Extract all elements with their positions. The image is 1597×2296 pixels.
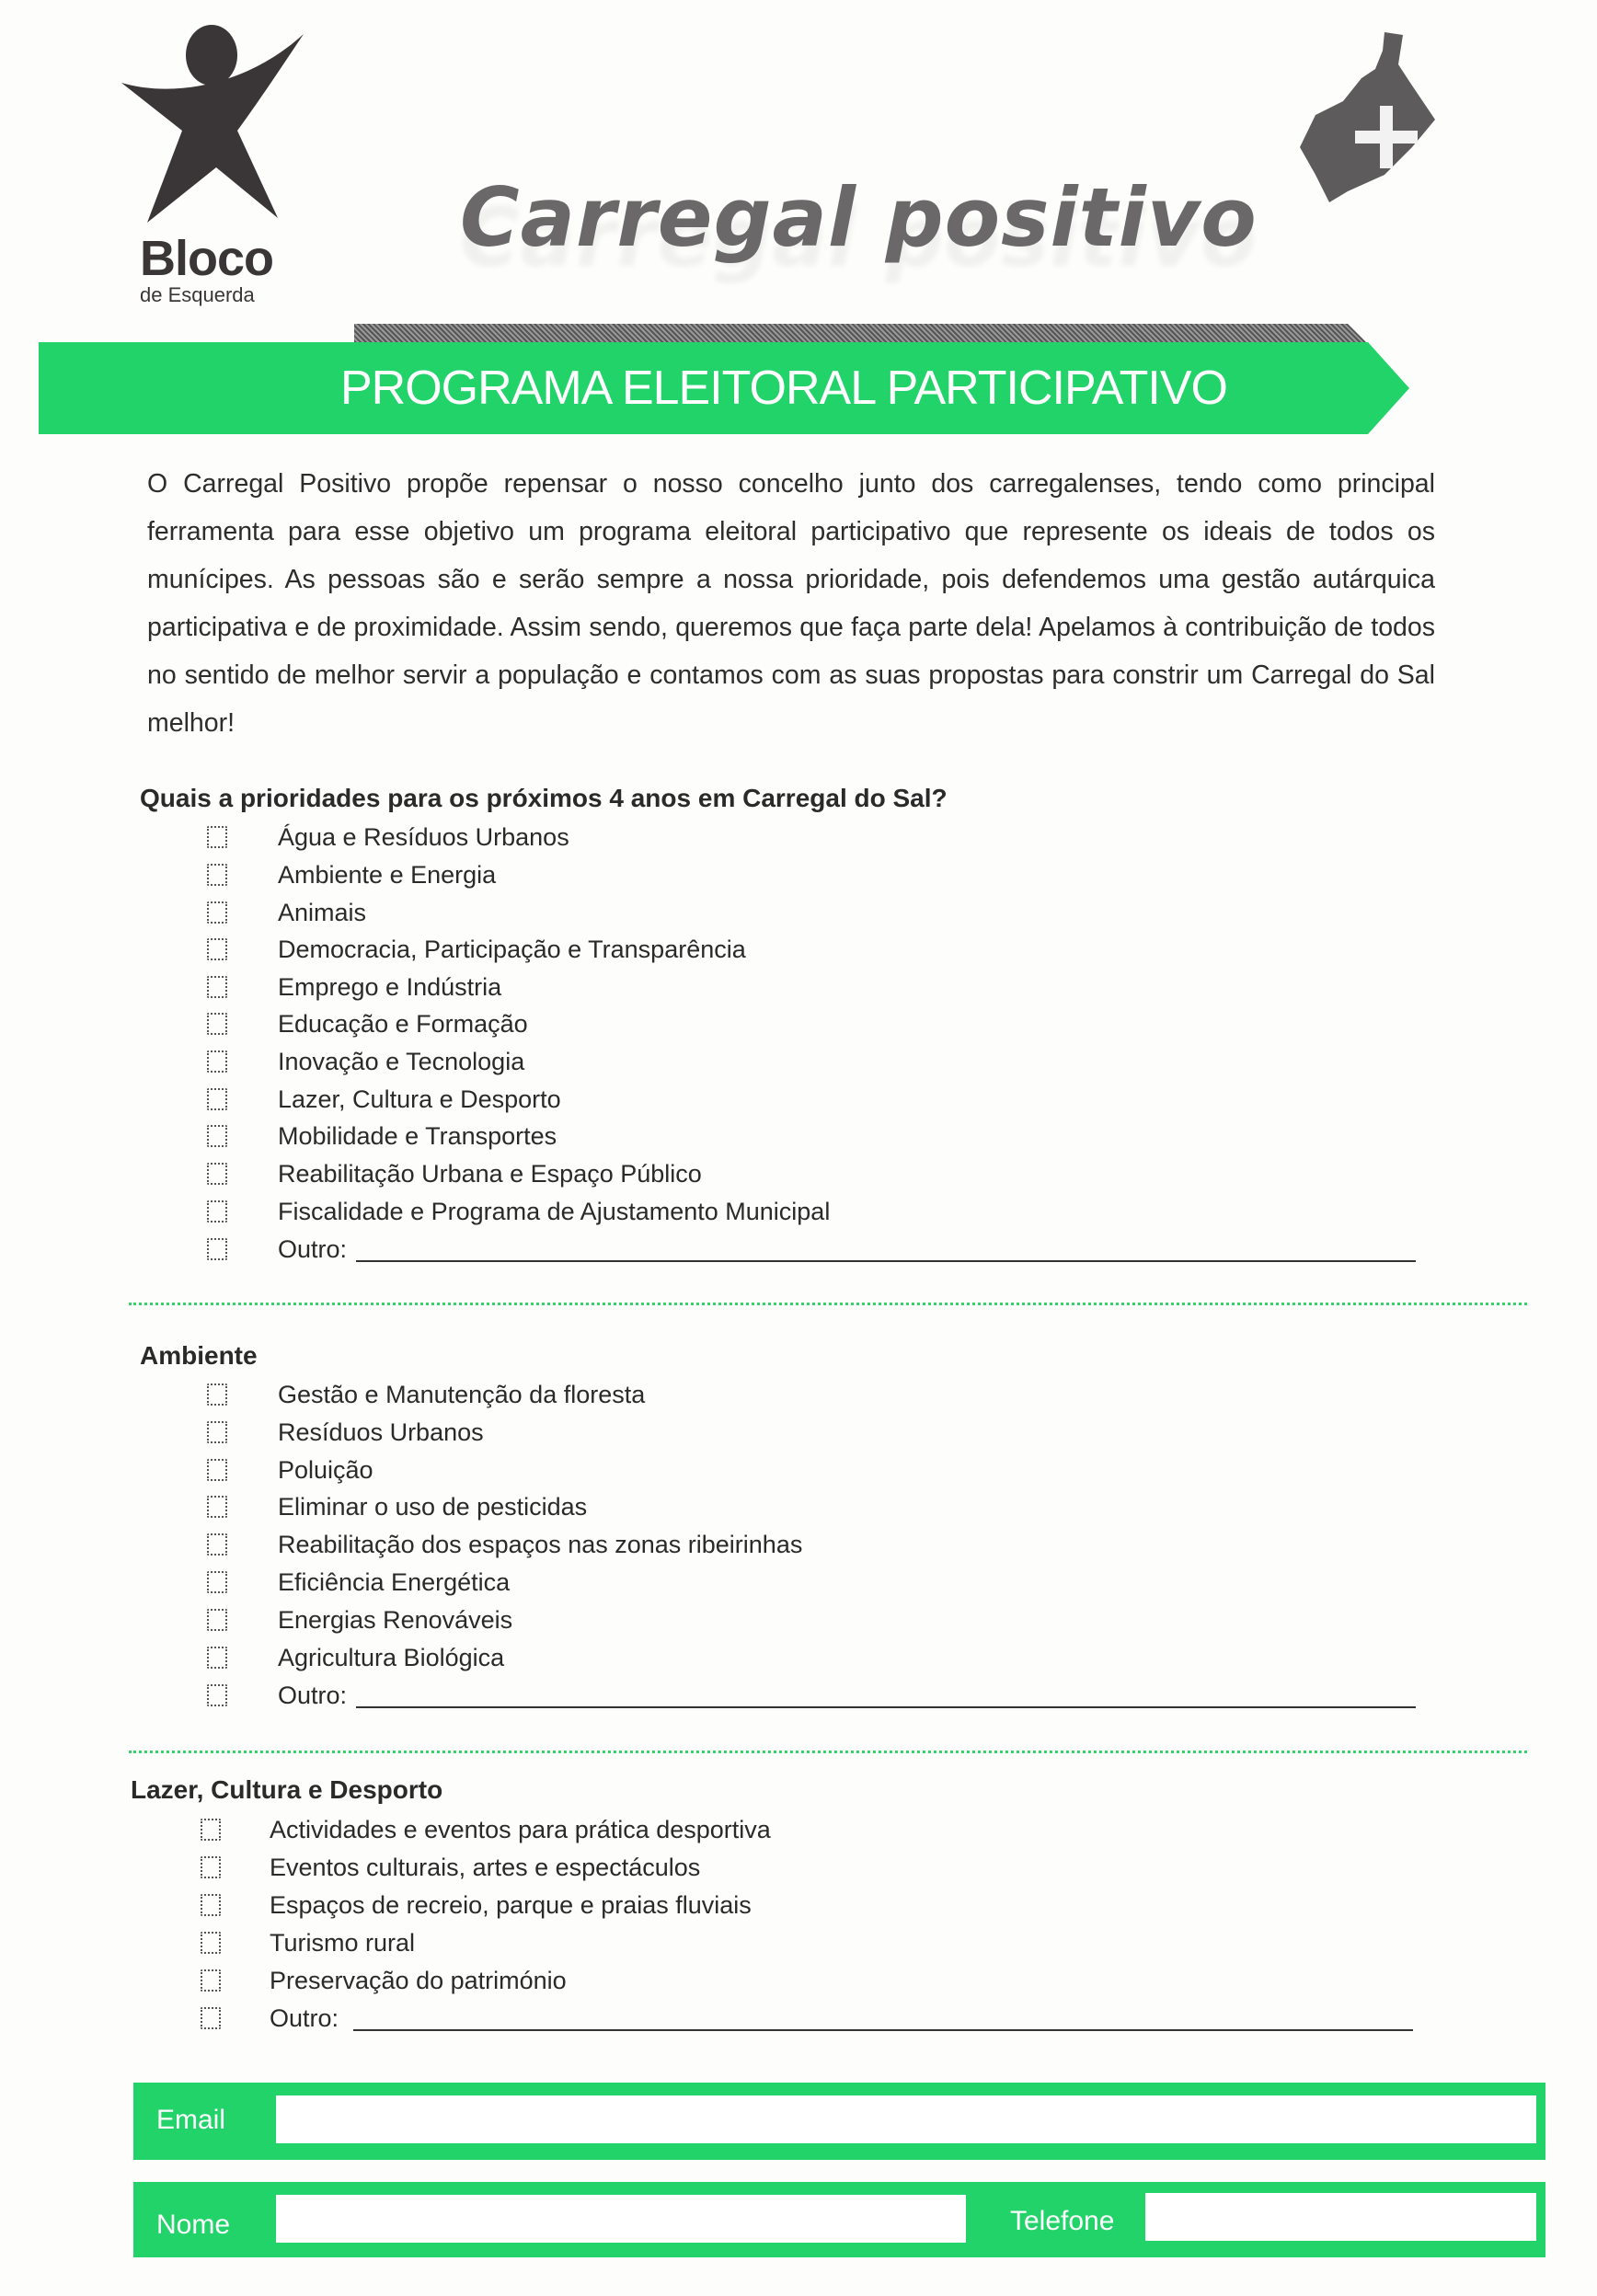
option-label: Mobilidade e Transportes — [278, 1121, 557, 1150]
other-text-field[interactable] — [353, 2005, 1413, 2031]
option-label: Espaços de recreio, parque e praias fluviais — [270, 1890, 752, 1919]
option-label: Eventos culturais, artes e espectáculos — [270, 1853, 701, 1881]
name-input[interactable] — [276, 2195, 966, 2243]
campaign-title: Carregal positivo — [460, 170, 1258, 265]
checkbox[interactable] — [207, 901, 227, 924]
checkbox[interactable] — [207, 1013, 227, 1035]
option-label: Lazer, Cultura e Desporto — [278, 1085, 561, 1113]
option-label: Agricultura Biológica — [278, 1643, 505, 1671]
option-democracia[interactable] — [207, 931, 746, 968]
option-emprego[interactable] — [207, 969, 501, 1005]
option-ribeirinhas[interactable] — [207, 1526, 802, 1563]
option-floresta[interactable] — [207, 1376, 645, 1413]
checkbox[interactable] — [201, 1819, 221, 1841]
logo-wordmark: Bloco — [140, 231, 274, 286]
section-heading-lazer: Lazer, Cultura e Desporto — [131, 1775, 443, 1804]
option-label: Educação e Formação — [278, 1009, 528, 1038]
checkbox[interactable] — [207, 1238, 227, 1260]
checkbox[interactable] — [207, 938, 227, 960]
banner-title: PROGRAMA ELEITORAL PARTICIPATIVO — [340, 362, 1227, 415]
checkbox[interactable] — [207, 826, 227, 848]
option-eficiencia[interactable] — [207, 1564, 510, 1601]
option-inovacao[interactable] — [207, 1043, 524, 1080]
option-mobilidade[interactable] — [207, 1118, 557, 1154]
option-label: Actividades e eventos para prática desportiva — [270, 1815, 771, 1843]
checkbox[interactable] — [207, 1163, 227, 1185]
email-band — [133, 2083, 1545, 2160]
checkbox[interactable] — [207, 1533, 227, 1556]
option-label: Poluição — [278, 1455, 373, 1484]
option-label: Eficiência Energética — [278, 1567, 511, 1596]
option-agricultura[interactable] — [207, 1639, 504, 1676]
option-label: Reabilitação Urbana e Espaço Público — [278, 1159, 702, 1188]
option-renovaveis[interactable] — [207, 1601, 512, 1638]
option-label: Democracia, Participação e Transparência — [278, 935, 746, 963]
option-label: Animais — [278, 898, 367, 926]
phone-label: Telefone — [1010, 2206, 1115, 2236]
section-divider — [129, 1751, 1527, 1753]
star-figure-icon — [120, 11, 322, 232]
option-label: Inovação e Tecnologia — [278, 1047, 525, 1075]
checkbox[interactable] — [207, 1200, 227, 1223]
section-heading-ambiente: Ambiente — [140, 1341, 258, 1370]
option-eventos[interactable] — [201, 1849, 700, 1886]
option-poluicao[interactable] — [207, 1452, 373, 1488]
option-label: Energias Renováveis — [278, 1605, 513, 1634]
option-other[interactable] — [207, 1231, 1416, 1268]
intro-paragraph: O Carregal Positivo propõe repensar o nosso concelho junto dos carregalenses, tendo como principal ferramenta para esse objetivo um programa eleitoral participativo que represente os ideais de todos os munícipes. As pessoas são e serão sempre a nossa prioridade, pois defendemos uma gestão autárquica participativa e de proximidade. Assim sendo, queremos que faça parte dela! Apelamos à contribuição de todos no sentido de melhor servir a população e contamos com as suas propostas para constrir um Carregal do Sal melhor! — [147, 469, 1435, 738]
option-label: Preservação do património — [270, 1966, 567, 1994]
option-label: Fiscalidade e Programa de Ajustamento Municipal — [278, 1197, 831, 1225]
checkbox[interactable] — [207, 864, 227, 886]
banner-accent-bar — [354, 324, 1366, 342]
checkbox[interactable] — [207, 1609, 227, 1631]
option-residuos[interactable] — [207, 1414, 484, 1451]
section-divider — [129, 1303, 1527, 1305]
name-phone-band — [133, 2182, 1545, 2257]
option-label: Emprego e Indústria — [278, 972, 502, 1001]
option-espacos[interactable] — [201, 1887, 752, 1923]
checkbox[interactable] — [201, 2007, 221, 2029]
option-label: Resíduos Urbanos — [278, 1418, 484, 1446]
option-label: Turismo rural — [270, 1928, 416, 1957]
option-animais[interactable] — [207, 894, 366, 931]
checkbox[interactable] — [207, 1088, 227, 1110]
checkbox[interactable] — [207, 976, 227, 998]
checkbox[interactable] — [207, 1383, 227, 1406]
phone-input[interactable] — [1145, 2193, 1536, 2241]
option-label: Reabilitação dos espaços nas zonas ribeirinhas — [278, 1530, 803, 1558]
other-text-field[interactable] — [356, 1682, 1416, 1708]
checkbox[interactable] — [201, 1932, 221, 1954]
checkbox[interactable] — [207, 1421, 227, 1443]
checkbox[interactable] — [207, 1496, 227, 1518]
option-educacao[interactable] — [207, 1005, 528, 1042]
option-actividades[interactable] — [201, 1811, 771, 1848]
section-heading-priorities: Quais a prioridades para os próximos 4 anos em Carregal do Sal? — [140, 784, 948, 812]
email-input[interactable] — [276, 2095, 1536, 2143]
checkbox[interactable] — [207, 1050, 227, 1073]
option-pesticidas[interactable] — [207, 1488, 587, 1525]
email-label: Email — [156, 2105, 226, 2135]
option-agua-residuos[interactable] — [207, 819, 569, 855]
checkbox[interactable] — [201, 1894, 221, 1916]
other-label: Outro: — [278, 1234, 348, 1263]
map-plus-icon — [1274, 28, 1458, 212]
checkbox[interactable] — [207, 1684, 227, 1706]
option-label: Água e Resíduos Urbanos — [278, 822, 569, 851]
option-other[interactable] — [207, 1677, 1416, 1714]
option-lazer[interactable] — [207, 1081, 561, 1118]
option-fiscalidade[interactable] — [207, 1193, 830, 1230]
option-label: Ambiente e Energia — [278, 860, 497, 889]
option-other[interactable] — [201, 2000, 1413, 2037]
checkbox[interactable] — [201, 1969, 221, 1992]
other-label: Outro: — [278, 1681, 348, 1709]
other-text-field[interactable] — [356, 1236, 1416, 1262]
option-label: Gestão e Manutenção da floresta — [278, 1380, 646, 1408]
option-reabilitacao[interactable] — [207, 1155, 702, 1192]
option-turismo[interactable] — [201, 1924, 415, 1961]
checkbox[interactable] — [207, 1125, 227, 1147]
checkbox[interactable] — [207, 1571, 227, 1593]
bloco-de-esquerda-logo — [120, 11, 322, 305]
name-label: Nome — [156, 2210, 231, 2240]
other-label: Outro: — [270, 2003, 339, 2032]
checkbox[interactable] — [207, 1647, 227, 1669]
logo-subtitle: de Esquerda — [140, 283, 255, 306]
checkbox[interactable] — [201, 1856, 221, 1878]
option-ambiente-energia[interactable] — [207, 856, 496, 893]
option-label: Eliminar o uso de pesticidas — [278, 1492, 588, 1521]
option-patrimonio[interactable] — [201, 1962, 567, 1999]
checkbox[interactable] — [207, 1459, 227, 1481]
